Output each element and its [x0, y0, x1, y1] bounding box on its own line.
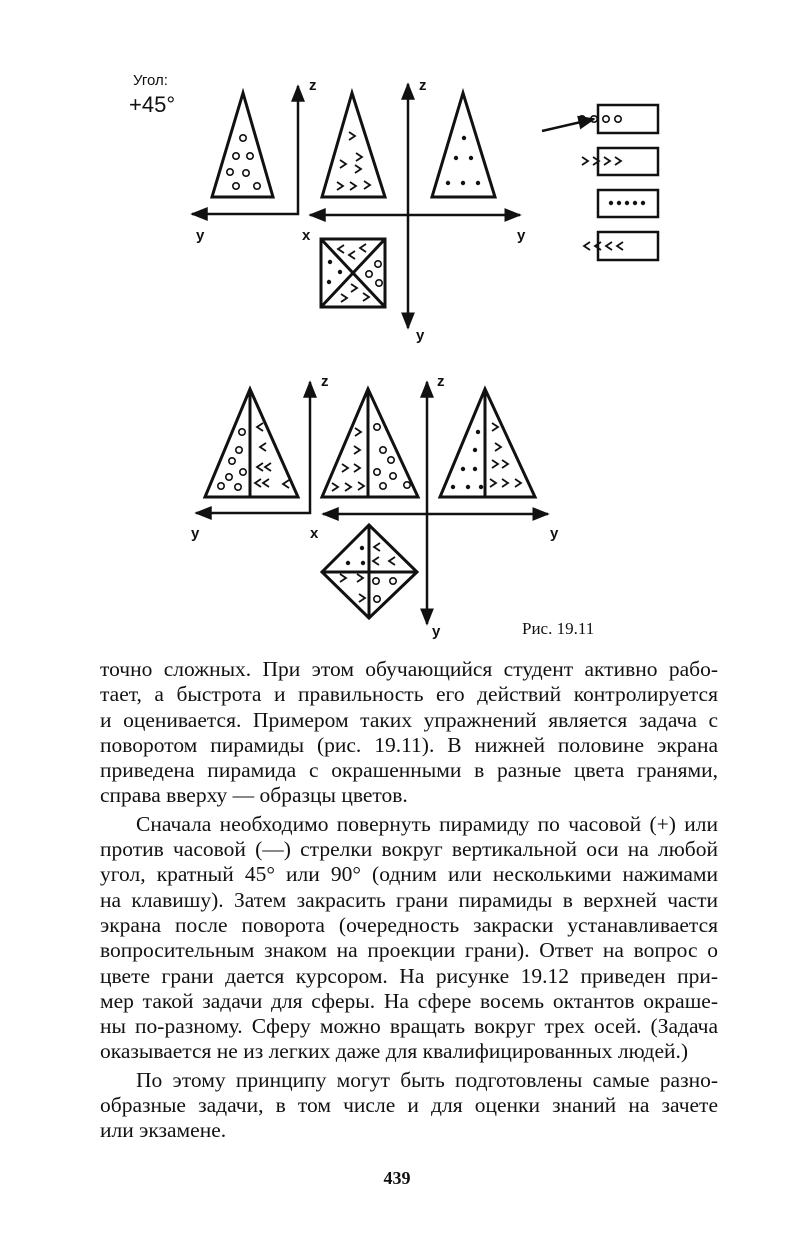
- dot-pattern-icon: [451, 485, 455, 489]
- dot-pattern-icon: [609, 201, 613, 205]
- left-chevron-pattern-icon: [606, 242, 612, 250]
- body-text: [100, 657, 718, 1147]
- circle-pattern-icon: [374, 424, 380, 430]
- legend-swatch-right-chevrons[interactable]: [598, 148, 658, 175]
- angle-label: Угол:: [133, 72, 168, 89]
- right-chevron-pattern-icon: [354, 446, 360, 454]
- text-line: справа вверху — образцы цветов.: [100, 783, 408, 808]
- circle-pattern-icon: [240, 135, 246, 141]
- circle-pattern-icon: [615, 116, 621, 122]
- dot-pattern-icon: [327, 280, 331, 284]
- left-chevron-pattern-icon: [257, 423, 263, 431]
- left-chevron-pattern-icon: [374, 543, 380, 551]
- axis-label-x: x: [302, 227, 311, 244]
- circle-pattern-icon: [239, 429, 245, 435]
- circle-pattern-icon: [233, 183, 239, 189]
- right-chevron-pattern-icon: [492, 423, 498, 431]
- right-chevron-pattern-icon: [355, 428, 361, 436]
- left-chevron-pattern-icon: [617, 242, 623, 250]
- dot-pattern-icon: [346, 561, 350, 565]
- dot-pattern-icon: [473, 448, 477, 452]
- dot-pattern-icon: [617, 201, 621, 205]
- paragraph: [100, 657, 718, 809]
- right-chevron-pattern-icon: [359, 594, 365, 602]
- axis-label-z: z: [321, 373, 329, 390]
- dot-pattern-icon: [476, 181, 480, 185]
- axis-label-z: z: [437, 373, 445, 390]
- right-chevron-pattern-icon: [354, 464, 360, 472]
- left-chevron-pattern-icon: [263, 479, 269, 487]
- bottom-left-axes: [196, 382, 310, 513]
- circle-pattern-icon: [254, 183, 260, 189]
- paragraph: [100, 1068, 718, 1144]
- axis-label-y: y: [550, 525, 559, 542]
- right-chevron-pattern-icon: [495, 443, 501, 451]
- text-line: угол, кратный 45° или 90° (одним или несколькими нажимами: [100, 862, 718, 887]
- circle-pattern-icon: [229, 458, 235, 464]
- circle-pattern-icon: [380, 447, 386, 453]
- dot-pattern-icon: [454, 156, 458, 160]
- right-chevron-pattern-icon: [350, 182, 356, 190]
- dot-pattern-icon: [641, 201, 645, 205]
- circle-pattern-icon: [233, 153, 239, 159]
- circle-pattern-icon: [247, 153, 253, 159]
- text-line: экрана после поворота (очередность закраски устанавливается: [100, 912, 718, 937]
- dot-pattern-icon: [361, 561, 365, 565]
- text-line: оказывается не из легких даже для квалифицированных людей.): [100, 1039, 689, 1064]
- text-line: мер такой задачи для сферы. На сфере восемь октантов окраше-: [100, 988, 718, 1013]
- text-line: образные задачи, в том числе и для оценки знаний на зачете: [100, 1093, 718, 1118]
- text-line: или экзамене.: [100, 1118, 227, 1143]
- text-line: и оценивается. Примером таких упражнений является задача с: [100, 707, 718, 732]
- left-chevron-pattern-icon: [338, 245, 344, 253]
- circle-pattern-icon: [236, 447, 242, 453]
- right-chevron-pattern-icon: [604, 157, 610, 165]
- figure-caption: Рис. 19.11: [522, 619, 595, 638]
- right-chevron-pattern-icon: [340, 574, 346, 582]
- dot-pattern-icon: [360, 546, 364, 550]
- right-chevron-pattern-icon: [337, 182, 343, 190]
- legend-pointer-arrow: [542, 119, 594, 131]
- page-number: 439: [383, 1168, 411, 1188]
- axis-label-y: y: [517, 227, 526, 244]
- circle-pattern-icon: [373, 578, 379, 584]
- left-chevron-pattern-icon: [349, 251, 355, 259]
- right-chevron-pattern-icon: [355, 165, 361, 173]
- angle-value: +45°: [129, 92, 176, 117]
- left-chevron-pattern-icon: [360, 244, 366, 252]
- dot-pattern-icon: [479, 485, 483, 489]
- bottom-right-view-triangle: [440, 389, 535, 497]
- circle-pattern-icon: [218, 483, 224, 489]
- dot-pattern-icon: [328, 260, 332, 264]
- right-chevron-pattern-icon: [351, 284, 357, 292]
- axis-label-y: y: [196, 227, 205, 244]
- dot-pattern-icon: [469, 156, 473, 160]
- circle-pattern-icon: [235, 484, 241, 490]
- right-chevron-pattern-icon: [332, 483, 338, 491]
- left-chevron-pattern-icon: [260, 443, 266, 451]
- axis-label-z: z: [309, 77, 317, 94]
- right-chevron-pattern-icon: [345, 483, 351, 491]
- dot-pattern-icon: [625, 201, 629, 205]
- top-left-view-triangle: [212, 93, 273, 197]
- right-chevron-pattern-icon: [363, 293, 369, 301]
- dot-pattern-icon: [462, 136, 466, 140]
- right-chevron-pattern-icon: [356, 153, 362, 161]
- left-chevron-pattern-icon: [255, 479, 261, 487]
- circle-pattern-icon: [240, 469, 246, 475]
- circle-pattern-icon: [376, 280, 382, 286]
- axis-label-z: z: [419, 77, 427, 94]
- dot-pattern-icon: [476, 430, 480, 434]
- text-line: ны по-разному. Сферу можно вращать вокруг трех осей. (Задача: [100, 1014, 718, 1039]
- dot-pattern-icon: [466, 485, 470, 489]
- circle-pattern-icon: [388, 457, 394, 463]
- text-line: тает, а быстрота и правильность его действий контролируется: [100, 682, 718, 707]
- right-chevron-pattern-icon: [502, 460, 508, 468]
- circle-pattern-icon: [374, 469, 380, 475]
- text-line: вопросительным знаком на проекции грани). Ответ на вопрос о: [100, 938, 718, 963]
- dot-pattern-icon: [633, 201, 637, 205]
- left-chevron-pattern-icon: [584, 242, 590, 250]
- right-chevron-pattern-icon: [357, 574, 363, 582]
- pyramid-projections: [205, 93, 658, 618]
- text-line: По этому принципу могут быть подготовлены самые разно-: [136, 1067, 718, 1092]
- circle-pattern-icon: [390, 578, 396, 584]
- left-chevron-pattern-icon: [373, 557, 379, 565]
- circle-pattern-icon: [603, 116, 609, 122]
- right-chevron-pattern-icon: [341, 294, 347, 302]
- text-line: против часовой (—) стрелки вокруг вертикальной оси на любой: [100, 837, 718, 862]
- text-line: Сначала необходимо повернуть пирамиду по часовой (+) или: [136, 811, 718, 836]
- circle-pattern-icon: [380, 483, 386, 489]
- circle-pattern-icon: [226, 474, 232, 480]
- circle-pattern-icon: [227, 169, 233, 175]
- text-line: приведена пирамида с окрашенными в разные цвета гранями,: [100, 758, 718, 783]
- top-front-view-triangle: [322, 93, 385, 197]
- left-chevron-pattern-icon: [265, 463, 271, 471]
- right-chevron-pattern-icon: [490, 479, 496, 487]
- text-line: точно сложных. При этом обучающийся студент активно рабо-: [100, 657, 718, 681]
- right-chevron-pattern-icon: [340, 160, 346, 168]
- legend-swatch-circles[interactable]: [598, 105, 658, 133]
- right-chevron-pattern-icon: [492, 460, 498, 468]
- text-line: цвете грани дается курсором. На рисунке 19.12 приведен при-: [100, 963, 718, 988]
- axis-label-y: y: [191, 525, 200, 542]
- axis-label-y: y: [432, 623, 441, 640]
- axis-label-x: x: [310, 525, 319, 542]
- right-chevron-pattern-icon: [582, 157, 588, 165]
- circle-pattern-icon: [243, 170, 249, 176]
- text-line: поворотом пирамиды (рис. 19.11). В нижней половине экрана: [100, 732, 718, 757]
- text-line: на клавишу). Затем закрасить грани пирамиды в верхней части: [100, 887, 718, 912]
- dot-pattern-icon: [338, 270, 342, 274]
- circle-pattern-icon: [366, 271, 372, 277]
- dot-pattern-icon: [473, 467, 477, 471]
- right-chevron-pattern-icon: [342, 464, 348, 472]
- dot-pattern-icon: [446, 181, 450, 185]
- left-chevron-pattern-icon: [257, 463, 263, 471]
- circle-pattern-icon: [390, 473, 396, 479]
- right-chevron-pattern-icon: [502, 479, 508, 487]
- face-pattern-marks: [218, 116, 645, 602]
- axis-label-y: y: [416, 327, 425, 344]
- circle-pattern-icon: [374, 596, 380, 602]
- right-chevron-pattern-icon: [358, 482, 364, 490]
- left-chevron-pattern-icon: [283, 480, 289, 488]
- right-chevron-pattern-icon: [349, 132, 355, 140]
- dot-pattern-icon: [461, 181, 465, 185]
- left-chevron-pattern-icon: [389, 557, 395, 565]
- circle-pattern-icon: [375, 261, 381, 267]
- right-chevron-pattern-icon: [364, 181, 370, 189]
- dot-pattern-icon: [461, 467, 465, 471]
- circle-pattern-icon: [404, 482, 410, 488]
- paragraph: [100, 812, 718, 1065]
- right-chevron-pattern-icon: [615, 157, 621, 165]
- right-chevron-pattern-icon: [515, 479, 521, 487]
- bottom-front-view-triangle: [322, 389, 418, 497]
